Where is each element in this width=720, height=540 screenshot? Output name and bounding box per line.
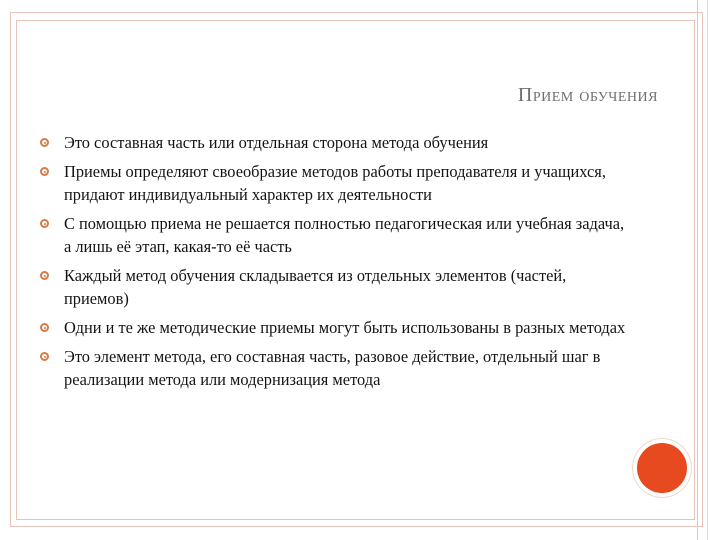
circle-bullet-icon xyxy=(40,323,49,332)
slide-title: Прием обучения xyxy=(517,84,658,106)
bullet-text: Каждый метод обучения складывается из отдельных элементов (частей, приемов) xyxy=(64,266,567,308)
bullet-item xyxy=(40,345,630,391)
circle-bullet-icon xyxy=(40,219,49,228)
circle-bullet-icon xyxy=(40,352,49,361)
circle-bullet-icon xyxy=(40,271,49,280)
right-border-stripe-secondary xyxy=(707,0,708,540)
bullet-list xyxy=(40,131,630,397)
circle-bullet-icon xyxy=(40,167,49,176)
bullet-item xyxy=(40,212,630,258)
bullet-text: Одни и те же методические приемы могут быть использованы в разных методах xyxy=(64,318,626,337)
bullet-text: С помощью приема не решается полностью педагогическая или учебная задача, а лишь её этап, какая-то её часть xyxy=(64,214,625,256)
bullet-item xyxy=(40,264,630,310)
bullet-text: Приемы определяют своеобразие методов работы преподавателя и учащихся, придают индивидуальный характер их деятельности xyxy=(64,162,606,204)
bullet-item xyxy=(40,316,630,339)
bullet-item xyxy=(40,160,630,206)
bullet-text: Это элемент метода, его составная часть, разовое действие, отдельный шаг в реализации метода или модернизация метода xyxy=(64,347,601,389)
right-border-stripe xyxy=(697,0,698,540)
decorative-orange-circle xyxy=(637,443,687,493)
bullet-text: Это составная часть или отдельная сторона метода обучения xyxy=(64,133,489,152)
circle-bullet-icon xyxy=(40,138,49,147)
bullet-item xyxy=(40,131,630,154)
